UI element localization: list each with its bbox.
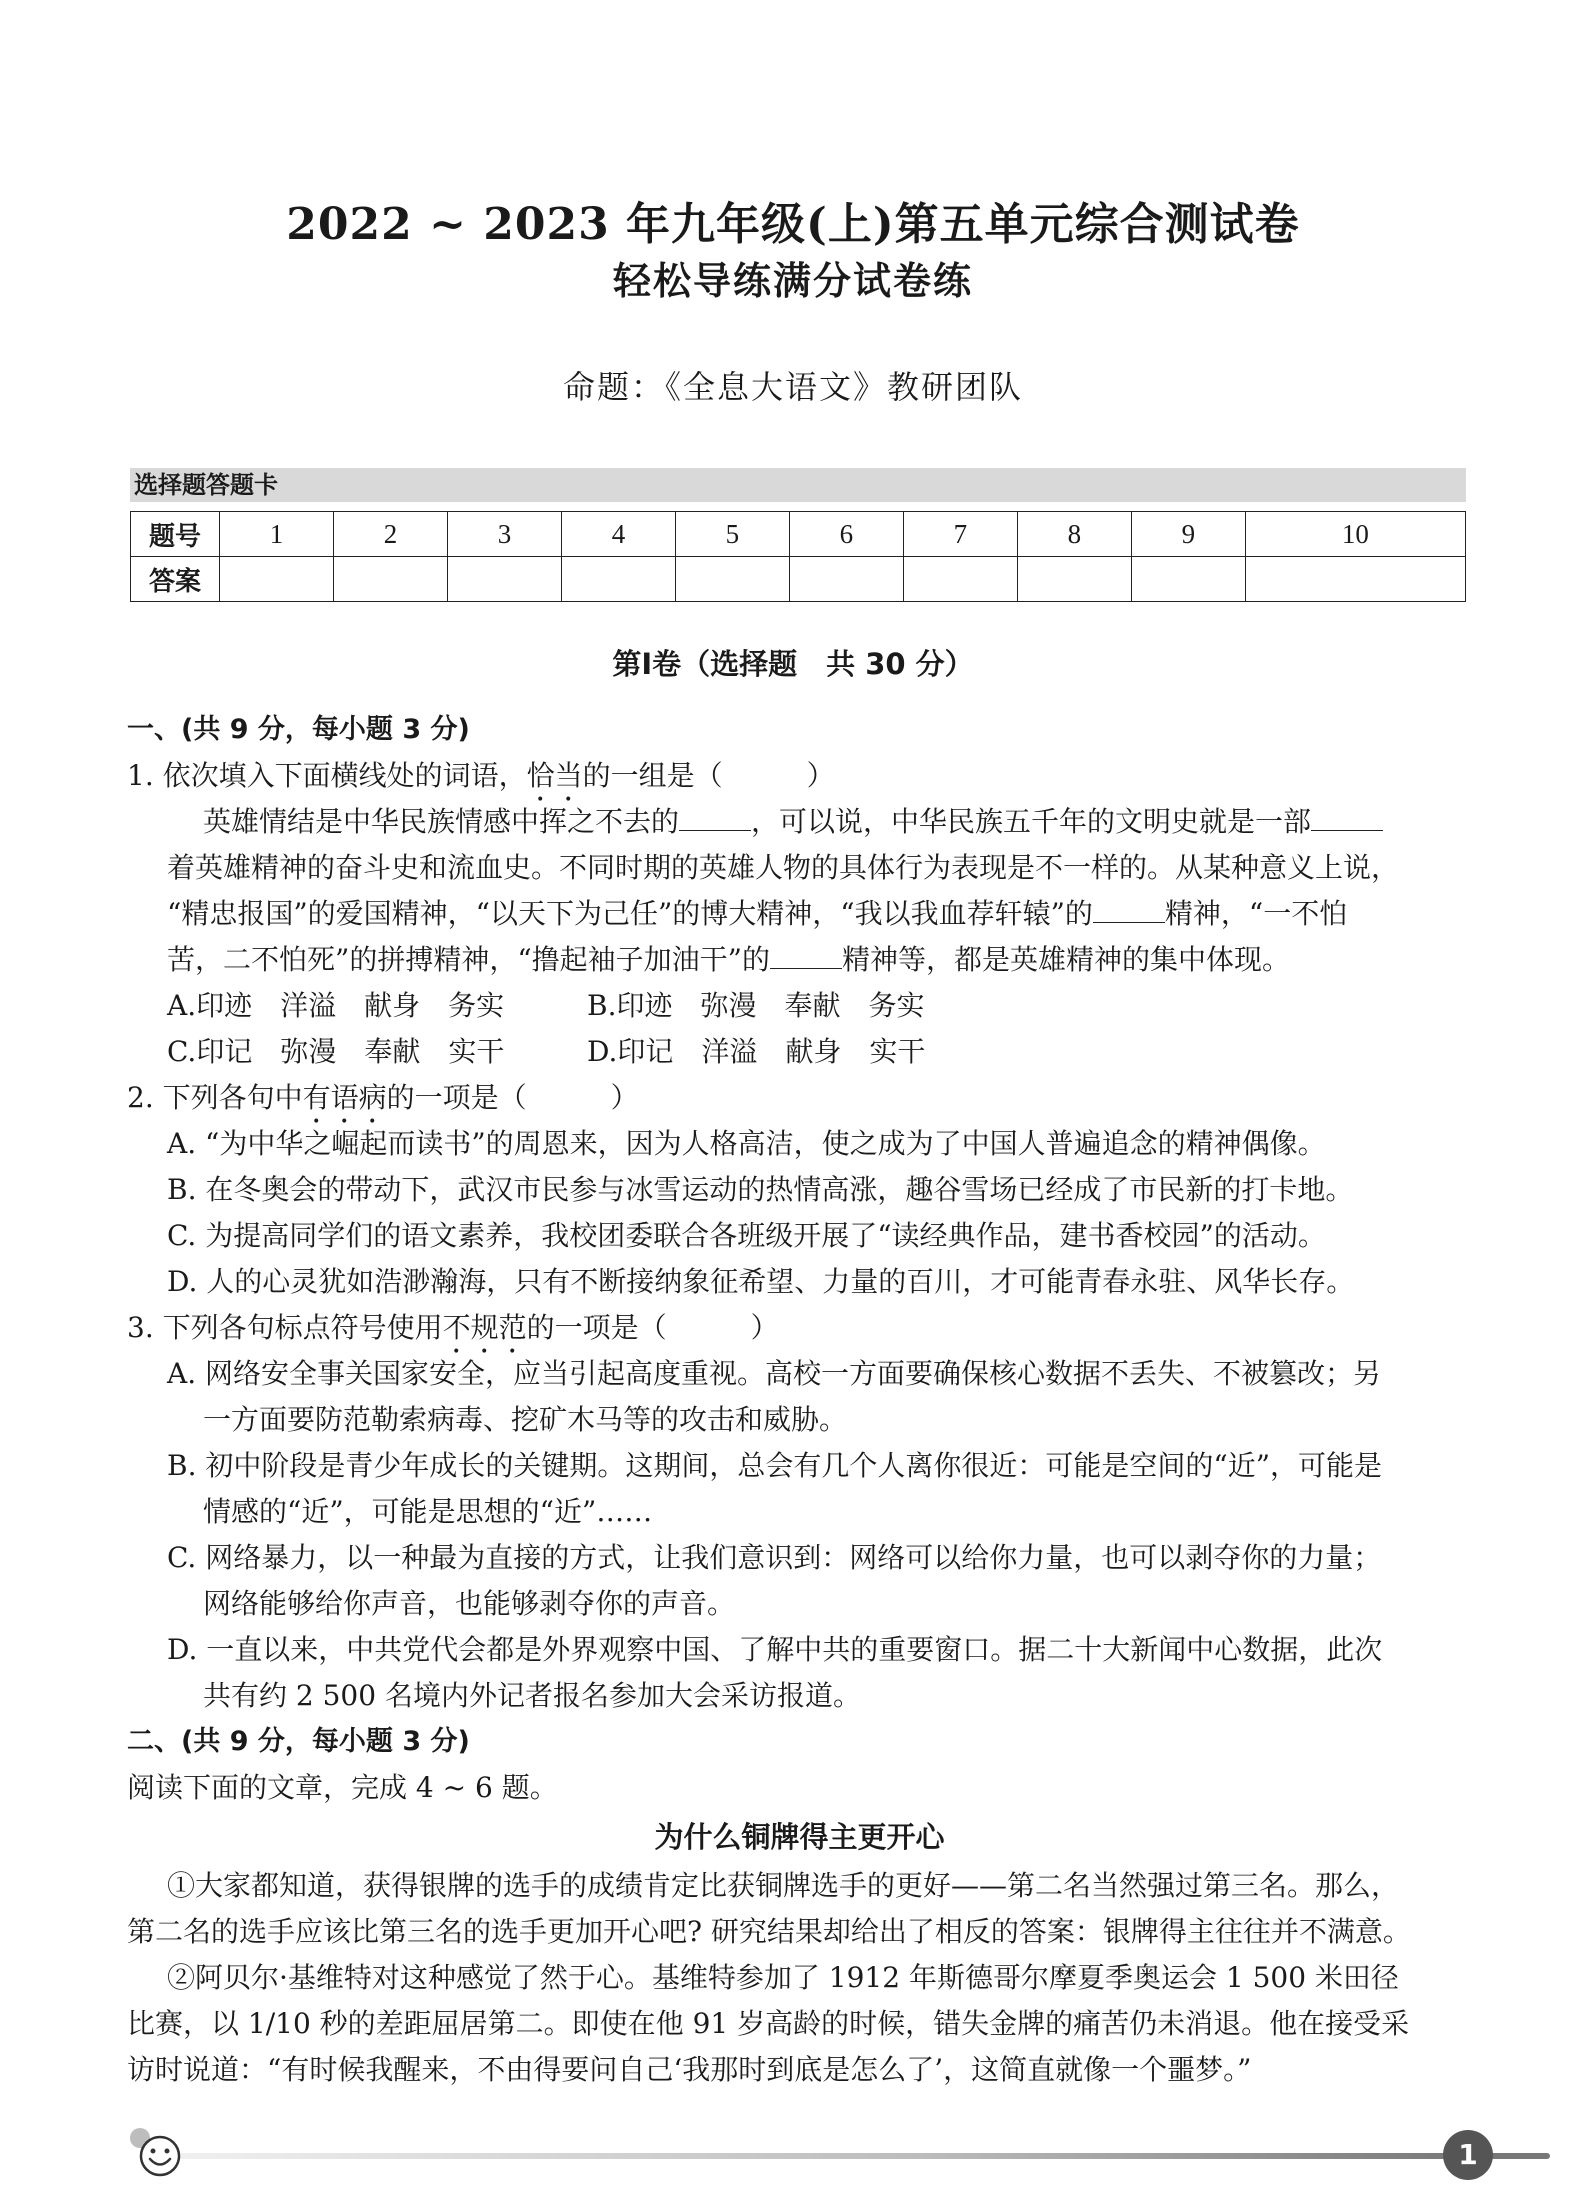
question-number-cell: 3 bbox=[447, 512, 561, 557]
answer-cell[interactable] bbox=[1131, 557, 1245, 602]
option-c-continued: 网络能够给你声音，也能够剥夺你的声音。 bbox=[203, 1587, 736, 1620]
reading-instruction: 阅读下面的文章，完成 4 ~ 6 题。 bbox=[127, 1771, 558, 1804]
answer-card-label: 选择题答题卡 bbox=[130, 468, 1466, 502]
answer-cell[interactable] bbox=[675, 557, 789, 602]
question-number-cell: 5 bbox=[675, 512, 789, 557]
answer-cell[interactable] bbox=[1245, 557, 1465, 602]
option-a[interactable]: A. 网络安全事关国家安全，应当引起高度重视。高校一方面要确保核心数据不丢失、不被篡改；另 bbox=[167, 1357, 1382, 1390]
exam-content bbox=[127, 707, 1472, 2093]
section-heading: 二、(共 9 分，每小题 3 分) bbox=[127, 1726, 470, 1757]
answer-cell[interactable] bbox=[220, 557, 334, 602]
passage-line: 苦，二不怕死”的拼搏精神，“撸起袖子加油干”的 精神等，都是英雄精神的集中体现。 bbox=[127, 937, 1472, 983]
option-d[interactable]: D.印记 洋溢 献身 实干 bbox=[587, 1035, 926, 1068]
emphasis-mark: 恰当 bbox=[526, 759, 583, 792]
question-number-cell: 4 bbox=[561, 512, 675, 557]
option-c[interactable]: C. 网络暴力，以一种最为直接的方式，让我们意识到：网络可以给你力量，也可以剥夺你的力量； bbox=[167, 1541, 1382, 1574]
answer-row bbox=[131, 557, 1466, 602]
exam-title: 2022 ~ 2023 年九年级(上)第五单元综合测试卷 bbox=[286, 199, 1300, 250]
option-c[interactable]: C. 为提高同学们的语文素养，我校团委联合各班级开展了“读经典作品，建书香校园”的活动。 bbox=[167, 1219, 1326, 1252]
option-d[interactable]: D. 人的心灵犹如浩渺瀚海，只有不断接纳象征希望、力量的百川，才可能青春永驻、风华长存。 bbox=[167, 1265, 1355, 1298]
option-a[interactable]: A. “为中华之崛起而读书”的周恩来，因为人格高洁，使之成为了中国人普遍追念的精神偶像。 bbox=[167, 1127, 1326, 1160]
row-header-number: 题号 bbox=[131, 512, 220, 557]
question-number-cell: 6 bbox=[789, 512, 903, 557]
article-title: 为什么铜牌得主更开心 bbox=[654, 1820, 945, 1854]
option-row bbox=[127, 1029, 1472, 1075]
passage-line: 着英雄精神的奋斗史和流血史。不同时期的英雄人物的具体行为表现是不一样的。从某种意义上说， bbox=[167, 851, 1400, 884]
fill-blank[interactable] bbox=[1093, 894, 1165, 923]
exam-subtitle: 轻松导练满分试卷练 bbox=[612, 258, 973, 303]
option-c[interactable]: C.印记 弥漫 奉献 实干 bbox=[167, 1035, 505, 1068]
article-paragraph: ①大家都知道，获得银牌的选手的成绩肯定比获铜牌选手的更好——第二名当然强过第三名。那么， bbox=[167, 1869, 1400, 1902]
option-d-continued: 共有约 2 500 名境内外记者报名参加大会采访报道。 bbox=[203, 1679, 861, 1712]
fill-blank[interactable] bbox=[679, 802, 751, 831]
answer-cell[interactable] bbox=[903, 557, 1017, 602]
option-b[interactable]: B.印迹 弥漫 奉献 务实 bbox=[587, 989, 925, 1022]
option-a[interactable]: A.印迹 洋溢 献身 务实 bbox=[167, 989, 505, 1022]
article-paragraph: ②阿贝尔·基维特对这种感觉了然于心。基维特参加了 1912 年斯德哥尔摩夏季奥运会 1 500 米田径 bbox=[167, 1961, 1399, 1994]
question-2-stem: 2. 下列各句中有语病的一项是（ ） bbox=[127, 1081, 639, 1114]
question-number-cell: 8 bbox=[1017, 512, 1131, 557]
option-a-continued: 一方面要防范勒索病毒、挖矿木马等的攻击和威胁。 bbox=[203, 1403, 848, 1436]
article-paragraph: 比赛，以 1/10 秒的差距屈居第二。即使在他 91 岁高龄的时候，错失金牌的痛苦仍未消退。他在接受采 bbox=[127, 2007, 1410, 2040]
answer-cell[interactable] bbox=[789, 557, 903, 602]
fill-blank[interactable] bbox=[770, 940, 842, 969]
question-3-stem: 3. 下列各句标点符号使用不规范的一项是（ ） bbox=[127, 1311, 779, 1344]
answer-cell[interactable] bbox=[1017, 557, 1131, 602]
footer-rule bbox=[150, 2153, 1450, 2159]
question-number-cell: 10 bbox=[1245, 512, 1465, 557]
passage-line: 英雄情结是中华民族情感中挥之不去的 ，可以说，中华民族五千年的文明史就是一部 bbox=[127, 799, 1472, 845]
option-b[interactable]: B. 在冬奥会的带动下，武汉市民参与冰雪运动的热情高涨，趣谷雪场已经成了市民新的打卡地。 bbox=[167, 1173, 1354, 1206]
emphasis-mark: 不规范 bbox=[442, 1311, 527, 1344]
answer-cell[interactable] bbox=[333, 557, 447, 602]
question-number-cell: 2 bbox=[333, 512, 447, 557]
footer-rule-tail bbox=[1490, 2153, 1550, 2159]
fill-blank[interactable] bbox=[1311, 802, 1383, 831]
question-number-row bbox=[131, 512, 1466, 557]
option-row bbox=[127, 983, 1472, 1029]
answer-cell[interactable] bbox=[561, 557, 675, 602]
answer-card-table bbox=[130, 511, 1466, 602]
article-paragraph: 第二名的选手应该比第三名的选手更加开心吧? 研究结果却给出了相反的答案：银牌得主往往并不满意。 bbox=[127, 1915, 1411, 1948]
page-number: 1 bbox=[1443, 2130, 1493, 2180]
row-header-answer: 答案 bbox=[131, 557, 220, 602]
answer-cell[interactable] bbox=[447, 557, 561, 602]
question-number-cell: 9 bbox=[1131, 512, 1245, 557]
option-b-continued: 情感的“近”，可能是思想的“近”…… bbox=[203, 1495, 653, 1528]
option-b[interactable]: B. 初中阶段是青少年成长的关键期。这期间，总会有几个人离你很近：可能是空间的“近”，可能是 bbox=[167, 1449, 1383, 1482]
question-number-cell: 1 bbox=[220, 512, 334, 557]
question-number-cell: 7 bbox=[903, 512, 1017, 557]
author-line: 命题：《全息大语文》教研团队 bbox=[562, 368, 1023, 406]
part-title: 第Ⅰ卷（选择题 共 30 分） bbox=[612, 647, 974, 681]
passage-line: “精忠报国”的爱国精神，“以天下为己任”的博大精神，“我以我血荐轩辕”的 精神，“一不怕 bbox=[127, 891, 1472, 937]
emphasis-mark: 有语病 bbox=[302, 1081, 387, 1114]
question-1-stem: 1. 依次填入下面横线处的词语，恰当的一组是（ ） bbox=[127, 759, 835, 792]
option-d[interactable]: D. 一直以来，中共党代会都是外界观察中国、了解中共的重要窗口。据二十大新闻中心数据，此次 bbox=[167, 1633, 1383, 1666]
smiley-icon bbox=[138, 2134, 182, 2178]
article-paragraph: 访时说道：“有时候我醒来，不由得要问自己‘我那时到底是怎么了’，这简直就像一个噩梦。” bbox=[127, 2053, 1252, 2086]
section-heading: 一、(共 9 分，每小题 3 分) bbox=[127, 714, 470, 745]
